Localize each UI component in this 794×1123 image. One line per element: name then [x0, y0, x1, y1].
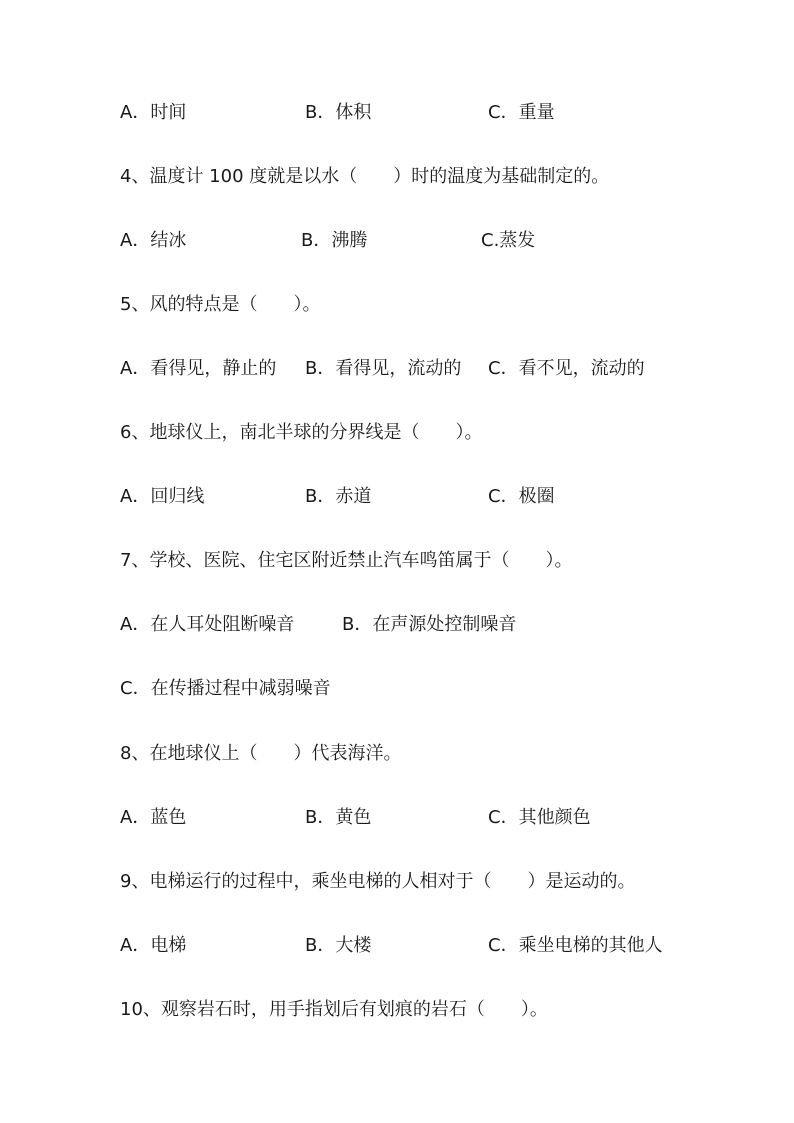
question-6: 6、地球仪上，南北半球的分界线是（ ）。 [120, 422, 483, 443]
q7-option-b: B．在声源处控制噪音 [342, 614, 517, 635]
q4-option-b: B．沸腾 [301, 230, 368, 251]
question-10: 10、观察岩石时，用手指划后有划痕的岩石（ ）。 [120, 999, 548, 1020]
q8-option-a: A．蓝色 [120, 807, 187, 828]
q5-option-b: B．看得见，流动的 [305, 358, 462, 379]
q9-option-b: B．大楼 [305, 935, 372, 956]
q9-option-a: A．电梯 [120, 935, 187, 956]
q6-option-a: A．回归线 [120, 486, 205, 507]
q4-option-a: A．结冰 [120, 230, 187, 251]
q6-option-c: C．极圈 [488, 486, 555, 507]
q8-option-b: B．黄色 [305, 807, 372, 828]
q6-option-b: B．赤道 [305, 486, 372, 507]
q9-option-c: C．乘坐电梯的其他人 [488, 935, 663, 956]
question-5: 5、风的特点是（ ）。 [120, 294, 321, 315]
q8-option-c: C．其他颜色 [488, 807, 591, 828]
q5-option-a: A．看得见，静止的 [120, 358, 277, 379]
question-9: 9、电梯运行的过程中，乘坐电梯的人相对于（ ）是运动的。 [120, 871, 636, 892]
question-8: 8、在地球仪上（ ）代表海洋。 [120, 743, 402, 764]
q5-option-c: C．看不见，流动的 [488, 358, 645, 379]
q3-option-a: A．时间 [120, 102, 187, 123]
question-4: 4、温度计 100 度就是以水（ ）时的温度为基础制定的。 [120, 166, 610, 187]
question-7: 7、学校、医院、住宅区附近禁止汽车鸣笛属于（ ）。 [120, 550, 573, 571]
q4-option-c: C.蒸发 [481, 230, 536, 251]
q7-option-c: C．在传播过程中减弱噪音 [120, 678, 331, 699]
q3-option-b: B．体积 [305, 102, 372, 123]
q3-option-c: C．重量 [488, 102, 555, 123]
q7-option-a: A．在人耳处阻断噪音 [120, 614, 295, 635]
